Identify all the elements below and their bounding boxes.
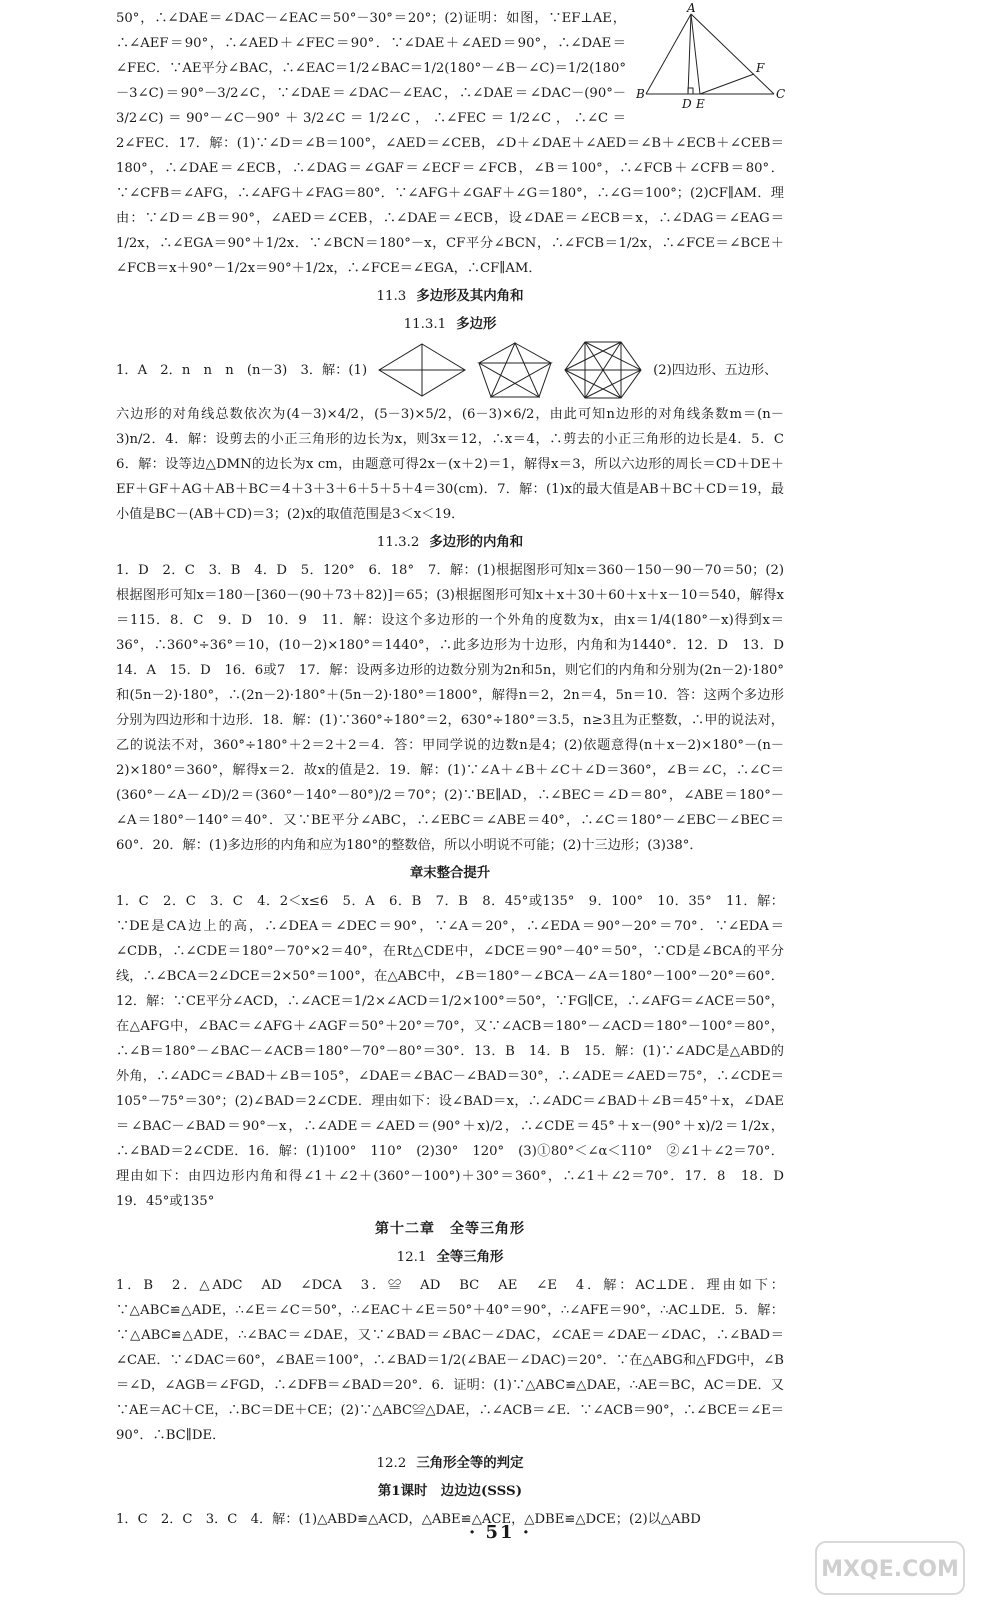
- answers-block-review: 1．C 2．C 3．C 4．2＜x≤6 5．A 6．B 7．B 8．45°或135° 9．100° 10．35° 11．解：∵DE是CA边上的高，∴∠DEA＝∠DEC＝90°，∵∠A＝20°，∴∠EDA＝90°－20°＝70°．∵∠EDA＝∠CDB，∴∠CDE＝180°－70°×2＝40°，在Rt△CDE中，∠DCE＝90°－40°＝50°，∵CD是∠BCA的平分线，∴∠BCA＝2∠DCE＝2×50°＝100°，在△ABC中，∠B＝180°－∠BCA－∠A＝180°－100°－20°＝60°．12．解：∵CE平分∠ACD，∴∠ACE＝1/2×∠ACD＝1/2×100°＝50°，∵FG∥CE，∴∠AFG＝∠ACE＝50°，在△AFG中，∠BAC＝∠AFG＋∠AGF＝50°＋20°＝70°，又∵∠ACB＝180°－∠ACD＝180°－100°＝80°，∴∠B＝180°－∠BAC－∠ACB＝180°－70°－80°＝30°．13．B 14．B 15．解：(1)∵∠ADC是△ABD的外角，∴∠ADC＝∠BAD＋∠B＝105°，∠DAE＝∠BAC－∠BAD＝30°，∴∠ADE＝∠AED＝75°，∴∠CDE＝105°－75°＝30°；(2)∠BAD＝2∠CDE．理由如下：设∠BAD＝x，∴∠ADC＝∠BAD＋∠B＝45°＋x，∠DAE＝∠BAC－∠BAD＝90°－x，∴∠ADE＝∠AED＝(90°＋x)/2，∴∠CDE＝45°＋x－(90°＋x)/2＝1/2x，∴∠BAD＝2∠CDE．16．解：(1)100° 110° (2)30° 120° (3)①80°＜∠α＜110° ②∠1＋∠2＝70°．理由如下：由四边形内角和得∠1＋∠2＋(360°－100°)＋30°＝360°，∴∠1＋∠2＝70°．17．8 18．D 19．45°或135°: [116, 894, 798, 1209]
- section-heading-12-1: [116, 1245, 784, 1270]
- label-b: B: [636, 87, 645, 101]
- answers-block-12-1: 1．B 2．△ADC AD ∠DCA 3．≌ AD BC AE ∠E 4．解：AC⊥DE．理由如下：∵△ABC≌△ADE，∴∠E＝∠C＝50°，∴∠EAC＋∠E＝50°＋40°＝90°，∴∠AFE＝90°，∴AC⊥DE．5．解：∵△ABC≌△ADE，∴∠BAC＝∠DAE，又∵∠BAD＝∠BAC－∠DAC，∠CAE＝∠DAE－∠DAC，∴∠BAD＝∠CAE．∵∠DAC＝60°，∠BAE＝100°，∴∠BAD＝1/2(∠BAE－∠DAC)＝20°．∵在△ABG和△FDG中，∠B＝∠D，∠AGB＝∠FGD，∴∠DFB＝∠BAD＝20°．6．证明：(1)∵△ABC≌△DAE，∴AE＝BC，AC＝DE．又∵AE＝AC＋CE，∴BC＝DE＋CE；(2)∵△ABC≌△DAE，∴∠ACB＝∠E．∵∠ACB＝90°，∴∠BCE＝∠E＝90°．∴BC∥DE．: [116, 1278, 784, 1443]
- watermark-text: MXQE.COM: [821, 1557, 959, 1582]
- page-number: · 51 ·: [468, 1522, 532, 1543]
- quadrilateral-diagonals-figure: [377, 342, 467, 398]
- triangle-figure: [636, 1, 786, 116]
- watermark-logo: [810, 1538, 970, 1598]
- section-heading-12-2: [116, 1451, 784, 1476]
- lesson-heading-sss: [116, 1479, 784, 1504]
- chapter-heading-12: [116, 1217, 784, 1242]
- section-heading-11-3-1: [116, 312, 784, 337]
- answers-block-11-3-2: 1．D 2．C 3．B 4．D 5．120° 6．18° 7．解：(1)根据图形可知x＝360－150－90－70＝50；(2)根据图形可知x＝180－[360－(90＋73＋82)]＝65；(3)根据图形可知x＋x＋30＋60＋x＋x－10＝540，解得x＝115．8．C 9．D 10．9 11．解：设这个多边形的一个外角的度数为x，由x＝1/4(180°－x)得到x＝36°，∴360°÷36°＝10，(10－2)×180°＝1440°，∴此多边形为十边形，内角和为1440°．12．D 13．D 14．A 15．D 16．6或7 17．解：设两多边形的边数分别为2n和5n，则它们的内角和分别为(2n－2)·180°和(5n－2)·180°，∴(2n－2)·180°＋(5n－2)·180°＝1800°，解得n＝2，2n＝4，5n＝10．答：这两个多边形分别为四边形和十边形．18．解：(1)∵360°÷180°＝2，630°÷180°＝3.5，n≥3且为正整数，∴甲的说法对，乙的说法不对，360°÷180°＋2＝2＋2＝4．答：甲同学说的边数n是4；(2)依题意得(n＋x－2)×180°－(n－2)×180°＝360°，解得x＝2．故x的值是2．19．解：(1)∵∠A＋∠B＋∠C＋∠D＝360°，∠B＝∠C，∴∠C＝(360°－∠A－∠D)/2＝(360°－140°－80°)/2＝70°；(2)∵BE∥AD，∴∠BEC＝∠D＝80°，∠ABE＝180°－∠A＝180°－140°＝40°．又∵BE平分∠ABC，∴∠EBC＝∠ABE＝40°，∴∠C＝180°－∠EBC－∠BEC＝60°．20．解：(1)多边形的内角和应为180°的整数倍，所以小明说不可能；(2)十三边形；(3)38°．: [116, 563, 798, 853]
- section-heading-review: [116, 861, 784, 886]
- answers-block-11-3-1: 六边形的对角线总数依次为(4－3)×4/2，(5－3)×5/2，(6－3)×6/2，由此可知n边形的对角线条数m＝(n－3)n/2．4．解：设剪去的小正三角形的边长为x，则3x＝12，∴x＝4，∴剪去的小正三角形的边长是4．5．C 6．解：设等边△DMN的边长为x cm，由题意可得2x－(x＋2)＝1，解得x＝3，所以六边形的周长＝CD＋DE＋EF＋GF＋AG＋AB＋BC＝4＋3＋3＋6＋5＋5＋4＝30(cm)．7．解：(1)x的最大值是AB＋BC＋CD＝19，最小值是BC－(AB＋CD)＝3；(2)x的取值范围是3＜x＜19．: [116, 407, 798, 522]
- section-title: 多边形及其内角和: [416, 288, 524, 304]
- label-c: C: [776, 87, 786, 101]
- section-title: 多边形: [456, 316, 497, 332]
- pentagon-diagonals-figure: [477, 341, 553, 399]
- answers-prefix: 1．A 2．n n n (n－3) 3．解：(1): [116, 362, 368, 378]
- section-number: 11.3.1: [403, 317, 447, 332]
- hexagon-diagonals-figure: [563, 340, 643, 400]
- label-f: F: [756, 61, 765, 75]
- label-e: E: [696, 97, 705, 111]
- label-d: D: [682, 97, 692, 111]
- section-heading-11-3-2: [116, 530, 784, 555]
- section-title: 全等三角形: [436, 1249, 504, 1265]
- section-number: 12.1: [396, 1250, 427, 1265]
- section-number: 11.3.2: [376, 535, 420, 550]
- answer-page: [116, 1, 798, 1532]
- section-title: 三角形全等的判定: [416, 1455, 524, 1471]
- section-number: 11.3: [376, 289, 407, 304]
- section-title: 章末整合提升: [409, 865, 491, 881]
- section-number: 12.2: [376, 1456, 407, 1471]
- section-title: 多边形的内角和: [429, 534, 524, 550]
- lesson-title: 第1课时 边边边(SSS): [377, 1483, 523, 1499]
- polygon-diagonals-row: [116, 340, 784, 400]
- answers-block-intro: 50°，∴∠DAE＝∠DAC－∠EAC＝50°－30°＝20°；(2)证明：如图，∵EF⊥AE，∴∠AEF＝90°，∴∠AED＋∠FEC＝90°．∵∠DAE＋∠AED＝90°，∴∠DAE＝∠FEC．∵AE平分∠BAC，∴∠EAC＝1/2∠BAC＝1/2(180°－∠B－∠C)＝1/2(180°－3∠C)＝90°－3/2∠C，∵∠DAE＝∠DAC－∠EAC，∴∠DAE＝∠DAC－(90°－3/2∠C)＝90°－∠C－90°＋3/2∠C＝1/2∠C，∴∠FEC＝1/2∠C，∴∠C＝2∠FEC．17．解：(1)∵∠D＝∠B＝100°，∠AED＝∠CEB，∠D＋∠DAE＋∠AED＝∠B＋∠ECB＋∠CEB＝180°，∴∠DAE＝∠ECB，∴∠DAG＝∠GAF＝∠ECF＝∠FCB，∠B＝100°，∴∠FCB＋∠CFB＝80°．∵∠CFB＝∠AFG，∴∠AFG＋∠FAG＝80°．∵∠AFG＋∠GAF＋∠G＝180°，∴∠G＝100°；(2)CF∥AM．理由：∵∠D＝∠B＝90°，∠AED＝∠CEB，∴∠DAE＝∠ECB，设∠DAE＝∠ECB＝x，∴∠DAG＝∠EAG＝1/2x，∴∠EGA＝90°＋1/2x．∵∠BCN＝180°－x，CF平分∠BCN，∴∠FCB＝1/2x，∴∠FCE＝∠BCE＋∠FCB＝x＋90°－1/2x＝90°＋1/2x，∴∠FCE＝∠EGA，∴CF∥AM．: [116, 11, 784, 276]
- chapter-title: 第十二章 全等三角形: [375, 1221, 525, 1237]
- section-heading-11-3: [116, 284, 784, 309]
- answers-suffix: (2)四边形、五边形、: [653, 362, 778, 378]
- label-a: A: [687, 1, 696, 15]
- answers-block-lesson-1: 1．C 2．C 3．C 4．解：(1)△ABD≌△ACD，△ABE≌△ACE，△DBE≌△DCE；(2)以△ABD: [116, 1512, 701, 1527]
